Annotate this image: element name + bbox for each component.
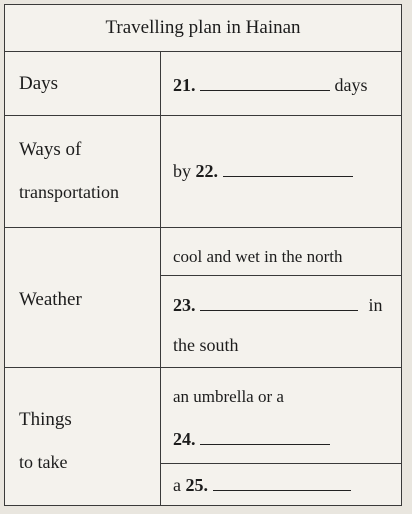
transport-answer (173, 161, 353, 182)
things-label-line2: to take (19, 452, 68, 472)
weather-north: cool and wet in the north (173, 247, 343, 266)
days-answer (173, 75, 368, 96)
things-answer-24 (173, 429, 330, 450)
answer-blank-25[interactable] (213, 476, 351, 491)
transport-label-line1: Ways of (19, 139, 82, 160)
days-suffix: days (334, 75, 368, 95)
days-label: Days (19, 73, 59, 94)
transport-label-line2: transportation (19, 182, 119, 202)
row-divider (5, 367, 401, 368)
column-divider (160, 51, 161, 505)
row-divider (5, 115, 401, 116)
question-number-21: 21. (173, 75, 196, 95)
weather-label: Weather (19, 289, 82, 310)
things-answer-25 (173, 475, 351, 496)
answer-blank-22[interactable] (223, 162, 353, 177)
things-label-line1: Things (19, 409, 72, 430)
weather-south-answer (173, 295, 383, 316)
weather-south-line: the south (173, 335, 239, 355)
question-number-22: 22. (195, 161, 218, 181)
question-number-24: 24. (173, 429, 196, 449)
question-number-25: 25. (185, 475, 208, 495)
answer-blank-24[interactable] (200, 430, 330, 445)
transport-prefix: by (173, 161, 191, 181)
things-prefix-a: a (173, 475, 181, 495)
weather-in: in (368, 295, 383, 315)
sub-row-divider (160, 463, 401, 464)
things-umbrella: an umbrella or a (173, 387, 284, 406)
row-divider (5, 227, 401, 228)
table-title: Travelling plan in Hainan (105, 17, 301, 38)
sub-row-divider (160, 275, 401, 276)
answer-blank-21[interactable] (200, 76, 330, 91)
question-number-23: 23. (173, 295, 196, 315)
row-divider (5, 51, 401, 52)
answer-blank-23[interactable] (200, 296, 358, 311)
travel-plan-table (4, 4, 402, 506)
